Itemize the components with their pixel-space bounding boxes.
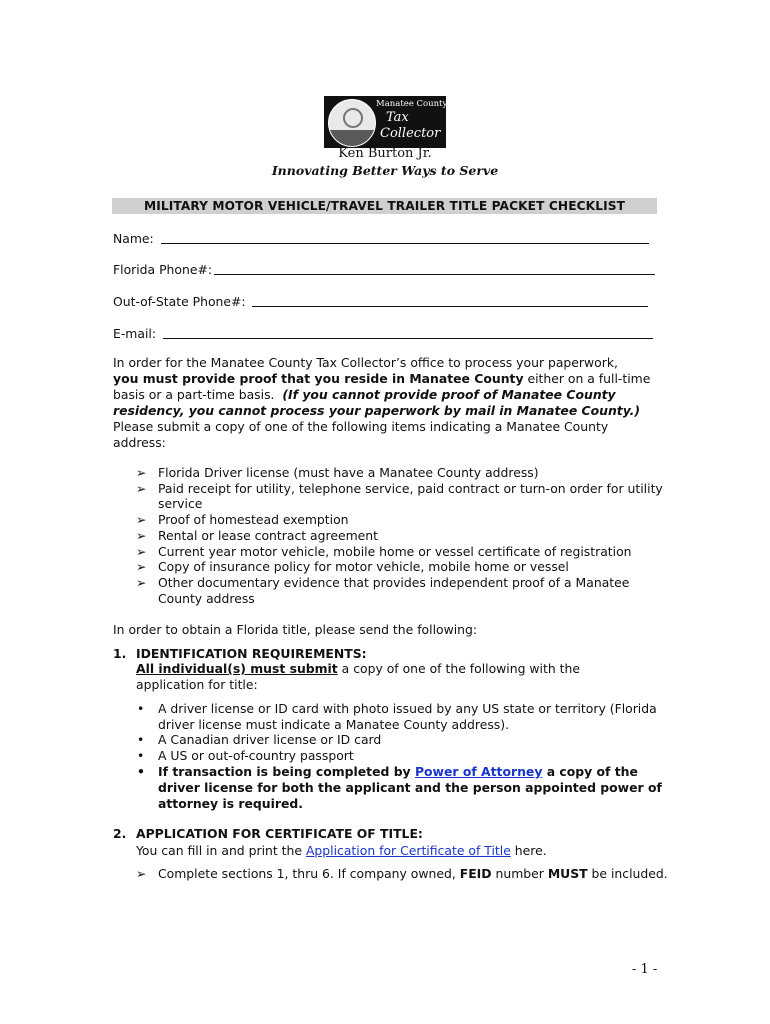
section-1-line-1 [136,661,676,677]
proof-item-text: Paid receipt for utility, telephone service, paid contract or turn-on order for utility service [158,480,663,512]
list-item [136,701,676,732]
residency-requirement-bold: you must provide proof that you reside in Manatee County [113,371,524,386]
list-item [136,465,676,481]
list-item [136,512,676,528]
logo-collector-text: Collector [380,126,441,141]
name-field[interactable] [161,243,649,244]
section-1-instructions [136,661,676,693]
intro-line-6: address: [113,435,166,450]
intro-line-3 [113,387,673,403]
section-1-line-2: application for title: [136,677,258,692]
arrow-bullet-icon: ➢ [136,512,147,528]
section-1-line-1-rest: a copy of one of the following with the [337,661,580,676]
logo-tax-text: Tax [386,110,409,125]
section-2-heading [113,826,423,841]
application-for-title-link[interactable]: Application for Certificate of Title [305,843,511,858]
section-1-heading [113,646,367,661]
id-item-text: A driver license or ID card with photo issued by any US state or territory (Florida driver license must indicate a Manatee County address). [158,701,657,732]
application-text-before: You can fill in and print the [136,843,306,858]
obtain-title-text: In order to obtain a Florida title, please send the following: [113,622,478,637]
list-item [136,481,676,512]
id-requirements-list [136,701,676,812]
proof-item-text: Copy of insurance policy for motor vehicle, mobile home or vessel [158,559,569,575]
proof-item-text: Florida Driver license (must have a Manatee County address) [158,465,539,480]
logo-tagline: Innovating Better Ways to Serve [271,163,499,178]
arrow-bullet-icon: ➢ [136,543,147,559]
county-seal-icon [328,99,376,147]
section-1-number: 1. [113,646,127,661]
arrow-bullet-icon: ➢ [136,480,147,496]
list-item [136,732,676,748]
intro-line-3-note: (If you cannot provide proof of Manatee County [282,387,616,402]
arrow-bullet-icon: ➢ [136,465,147,480]
sun-icon [343,108,363,128]
step-text-after: be included. [587,866,668,881]
list-item [136,544,676,560]
intro-line-4: residency, you cannot process your paperwork by mail in Manatee County.) [113,403,641,418]
name-label: Name: [113,231,154,246]
proof-item-text: Rental or lease contract agreement [158,527,378,543]
florida-phone-label: Florida Phone#: [113,262,213,277]
bullet-icon: • [137,732,145,748]
proof-item-text: Current year motor vehicle, mobile home or vessel certificate of registration [158,543,632,559]
application-link-line [136,843,547,858]
arrow-bullet-icon: ➢ [136,574,147,590]
residency-paragraph [113,355,673,451]
page-number: - 1 - [632,962,658,977]
step-text-before: Complete sections 1, thru 6. If company owned, [158,866,460,881]
arrow-bullet-icon: ➢ [136,559,147,575]
bullet-icon: • [137,748,145,764]
list-item [136,748,676,764]
application-text-after: here. [510,843,547,858]
land-icon [329,130,375,146]
intro-line-3-text: basis or a part-time basis. [113,387,283,402]
step-text-mid: number [491,866,548,881]
feid-bold: FEID [459,866,492,881]
intro-line-2 [113,371,673,387]
poa-text-before: If transaction is being completed by [158,763,415,779]
intro-line-2-rest: either on a full-time [523,371,651,386]
application-steps-list [136,866,676,882]
tax-collector-logo [324,96,446,148]
must-bold: MUST [547,866,588,881]
tax-collector-name: Ken Burton Jr. [338,146,432,161]
list-item [136,528,676,544]
section-2-title: APPLICATION FOR CERTIFICATE OF TITLE: [136,826,423,841]
all-individuals-bold: All individual(s) must submit [136,661,338,676]
logo-county-text: Manatee County [376,99,448,109]
id-item-text: A US or out-of-country passport [158,748,354,764]
section-1-title: IDENTIFICATION REQUIREMENTS: [136,646,367,661]
email-field[interactable] [163,338,653,339]
proof-item-text: Other documentary evidence that provides independent proof of a Manatee County address [158,574,630,606]
document-title-bar [112,198,657,214]
intro-line-1: In order for the Manatee County Tax Collector’s office to process your paperwork, [113,355,618,370]
list-item [136,866,676,882]
out-of-state-phone-label: Out-of-State Phone#: [113,294,246,309]
document-title: MILITARY MOTOR VEHICLE/TRAVEL TRAILER TITLE PACKET CHECKLIST [143,199,626,213]
proof-item-text: Proof of homestead exemption [158,512,349,528]
power-of-attorney-link[interactable]: Power of Attorney [414,763,543,779]
bullet-icon: • [137,701,145,716]
out-of-state-phone-field[interactable] [252,306,648,307]
arrow-bullet-icon: ➢ [136,866,147,881]
section-2-number: 2. [113,826,127,841]
id-item-text: A Canadian driver license or ID card [158,732,382,748]
proof-of-residency-list [136,465,676,606]
arrow-bullet-icon: ➢ [136,527,147,543]
list-item [136,559,676,575]
list-item [136,575,676,606]
poa-text-after: a copy of the driver license for both the applicant and the person appointed power of attorney is required. [158,763,662,811]
intro-line-5: Please submit a copy of one of the following items indicating a Manatee County [113,419,609,434]
florida-phone-field[interactable] [214,274,655,275]
list-item [136,764,676,812]
email-label: E-mail: [113,326,157,341]
bullet-icon: • [137,763,145,779]
